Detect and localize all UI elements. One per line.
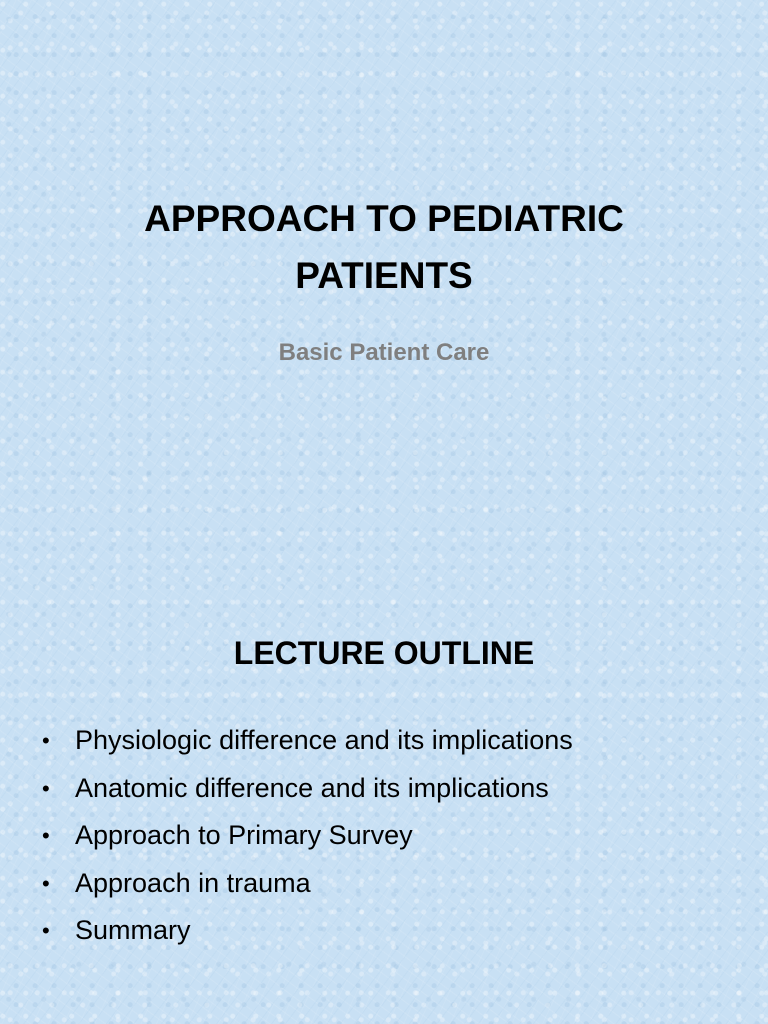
bullet-icon: • bbox=[42, 823, 50, 848]
outline-slide bbox=[0, 512, 768, 1024]
outline-item bbox=[40, 812, 740, 860]
outline-item-text: Approach in trauma bbox=[75, 867, 311, 898]
outline-item bbox=[40, 907, 740, 955]
slide-title-line-2: PATIENTS bbox=[295, 255, 473, 296]
outline-item bbox=[40, 765, 740, 813]
outline-title: LECTURE OUTLINE bbox=[233, 635, 535, 671]
outline-item-text: Anatomic difference and its implications bbox=[75, 772, 549, 803]
outline-item-text: Summary bbox=[75, 915, 191, 945]
outline-list bbox=[40, 717, 740, 955]
outline-item bbox=[40, 860, 740, 908]
bullet-icon: • bbox=[42, 775, 50, 801]
outline-item bbox=[40, 717, 740, 765]
slide-title bbox=[60, 190, 708, 304]
slide-subtitle: Basic Patient Care bbox=[278, 339, 490, 366]
outline-item-text: Physiologic difference and its implications bbox=[75, 725, 573, 755]
bullet-icon: • bbox=[42, 870, 50, 896]
bullet-icon: • bbox=[42, 918, 50, 943]
bullet-icon: • bbox=[42, 728, 50, 753]
outline-item-text: Approach to Primary Survey bbox=[75, 820, 413, 850]
slide-title-line-1: APPROACH TO PEDIATRIC bbox=[144, 198, 624, 239]
